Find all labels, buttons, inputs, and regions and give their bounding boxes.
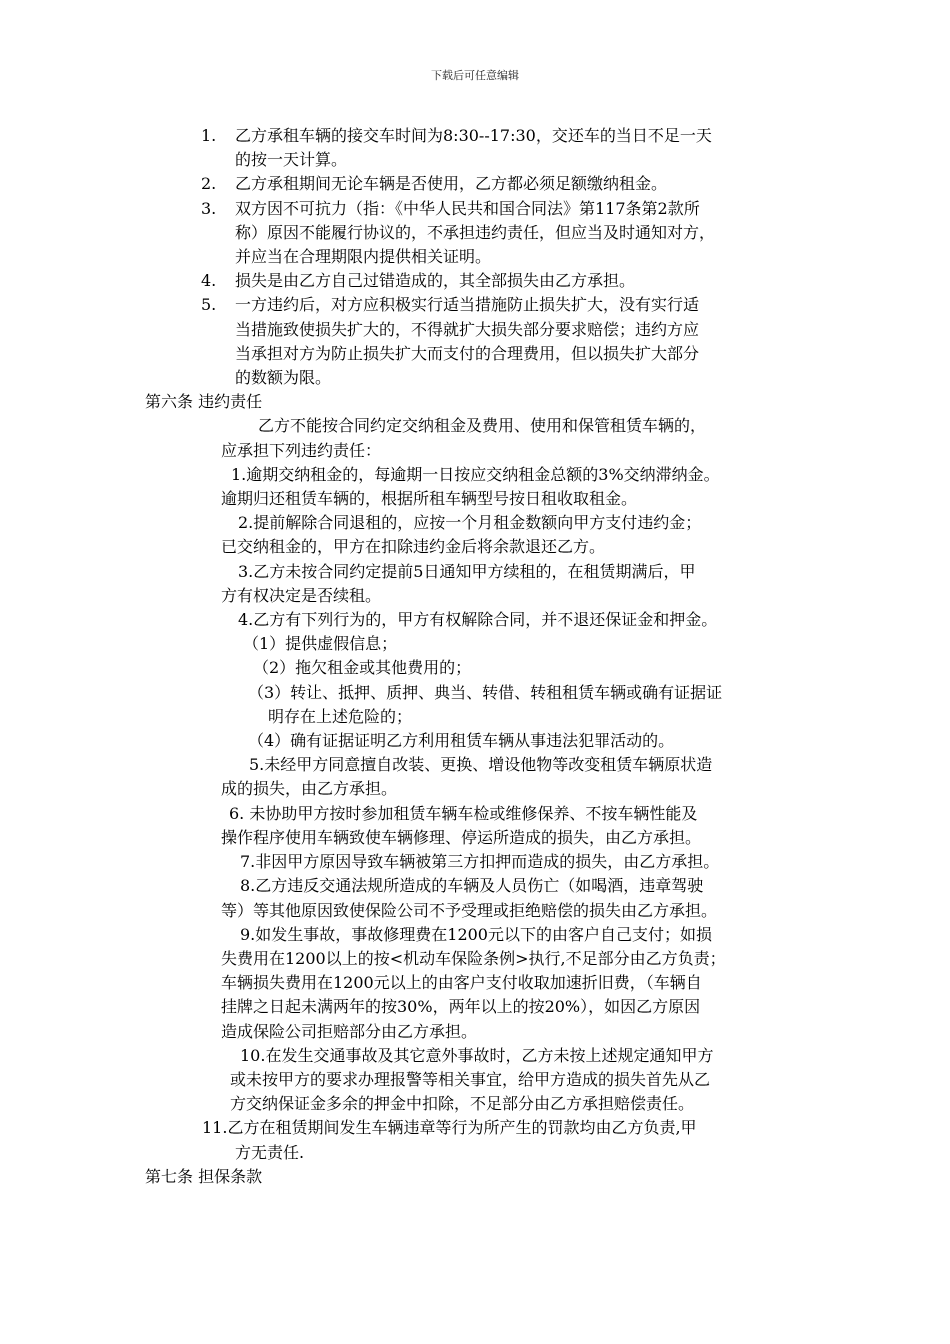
item-text-line: 当承担对方为防止损失扩大而支付的合理费用，但以损失扩大部分 xyxy=(235,343,700,363)
sub-clause-2: （2）拖欠租金或其他费用的； xyxy=(253,658,472,678)
item-text-line: 一方违约后，对方应积极实行适当措施防止损失扩大，没有实行适 xyxy=(235,295,700,315)
list-item xyxy=(145,197,825,270)
clause-10: 或未按甲方的要求办理报警等相关事宜，给甲方造成的损失首先从乙 xyxy=(230,1069,711,1089)
clause-11: 方无责任. xyxy=(235,1142,305,1162)
clause-3: 方有权决定是否续租。 xyxy=(221,585,382,605)
clause-2: 2.提前解除合同退租的，应按一个月租金数额向甲方支付违约金； xyxy=(238,513,702,533)
clause-10: 10.在发生交通事故及其它意外事故时，乙方未按上述规定通知甲方 xyxy=(240,1045,714,1065)
clause-4: 4.乙方有下列行为的，甲方有权解除合同，并不退还保证金和押金。 xyxy=(238,610,718,630)
list-item xyxy=(145,293,825,390)
item-text-line: 的数额为限。 xyxy=(235,368,332,388)
sub-clause-4: （4）确有证据证明乙方利用租赁车辆从事违法犯罪活动的。 xyxy=(248,731,675,751)
item-text-line: 损失是由乙方自己过错造成的，其全部损失由乙方承担。 xyxy=(235,271,636,291)
clause-8: 8.乙方违反交通法规所造成的车辆及人员伤亡（如喝酒，违章驾驶 xyxy=(240,876,704,896)
item-number: 1. xyxy=(201,126,217,145)
page-header: 下载后可任意编辑 xyxy=(431,69,519,82)
clause-6: 6. 未协助甲方按时参加租赁车辆车检或维修保养、不按车辆性能及 xyxy=(229,803,698,823)
clause-9: 造成保险公司拒赔部分由乙方承担。 xyxy=(221,1021,478,1041)
item-text-line: 乙方承租期间无论车辆是否使用，乙方都必须足额缴纳租金。 xyxy=(235,174,668,194)
sub-clause-1: （1）提供虚假信息； xyxy=(243,634,398,654)
sub-clause-3: 明存在上述危险的； xyxy=(268,706,413,726)
clause-9: 车辆损失费用在1200元以上的由客户支付收取加速折旧费，（车辆自 xyxy=(221,973,702,993)
clause-5: 5.未经甲方同意擅自改装、更换、增设他物等改变租赁车辆原状造 xyxy=(249,755,713,775)
clause-11: 11.乙方在租赁期间发生车辆违章等行为所产生的罚款均由乙方负责,甲 xyxy=(202,1118,697,1138)
section-7-title: 第七条 担保条款 xyxy=(145,1166,263,1186)
clause-9: 失费用在1200以上的按<机动车保险条例>执行,不足部分由乙方负责； xyxy=(221,948,726,968)
clause-2: 已交纳租金的，甲方在扣除违约金后将余款退还乙方。 xyxy=(221,537,606,557)
clause-7: 7.非因甲方原因导致车辆被第三方扣押而造成的损失，由乙方承担。 xyxy=(240,852,720,872)
item-text-line: 当措施致使损失扩大的，不得就扩大损失部分要求赔偿；违约方应 xyxy=(235,319,700,339)
item-text-line: 称）原因不能履行协议的，不承担违约责任，但应当及时通知对方， xyxy=(235,222,716,242)
item-number: 4. xyxy=(201,271,217,291)
clause-9: 挂牌之日起未满两年的按30%，两年以上的按20%），如因乙方原因 xyxy=(221,997,701,1017)
section-6-title: 第六条 违约责任 xyxy=(145,392,263,412)
clause-1: 1.逾期交纳租金的，每逾期一日按应交纳租金总额的3%交纳滞纳金。 xyxy=(231,464,720,484)
sub-clause-3: （3）转让、抵押、质押、典当、转借、转租租赁车辆或确有证据证 xyxy=(248,682,723,702)
clause-3: 3.乙方未按合同约定提前5日通知甲方续租的，在租赁期满后，甲 xyxy=(238,561,696,581)
section-6-intro: 应承担下列违约责任： xyxy=(221,440,382,460)
list-item xyxy=(145,124,825,172)
section-6-intro: 乙方不能按合同约定交纳租金及费用、使用和保管租赁车辆的， xyxy=(258,416,707,436)
clause-5: 成的损失，由乙方承担。 xyxy=(221,779,398,799)
item-text-line: 乙方承租车辆的接交车时间为8:30--17:30，交还车的当日不足一天 xyxy=(235,126,712,145)
clause-1: 逾期归还租赁车辆的，根据所租车辆型号按日租收取租金。 xyxy=(221,489,638,509)
clause-9: 9.如发生事故，事故修理费在1200元以下的由客户自己支付；如损 xyxy=(240,924,712,944)
item-text-line: 双方因不可抗力（指：《中华人民共和国合同法》第117条第2款所 xyxy=(235,198,700,218)
item-number: 2. xyxy=(201,174,217,194)
clause-10: 方交纳保证金多余的押金中扣除，不足部分由乙方承担赔偿责任。 xyxy=(230,1094,695,1114)
clause-6: 操作程序使用车辆致使车辆修理、停运所造成的损失，由乙方承担。 xyxy=(221,827,702,847)
clause-8: 等）等其他原因致使保险公司不予受理或拒绝赔偿的损失由乙方承担。 xyxy=(221,900,718,920)
item-text-line: 并应当在合理期限内提供相关证明。 xyxy=(235,247,492,267)
item-text-line: 的按一天计算。 xyxy=(235,150,348,170)
list-item xyxy=(145,172,825,196)
item-number: 5. xyxy=(201,295,217,315)
list-item xyxy=(145,269,825,293)
document-body xyxy=(145,124,825,1189)
item-number: 3. xyxy=(201,198,217,218)
